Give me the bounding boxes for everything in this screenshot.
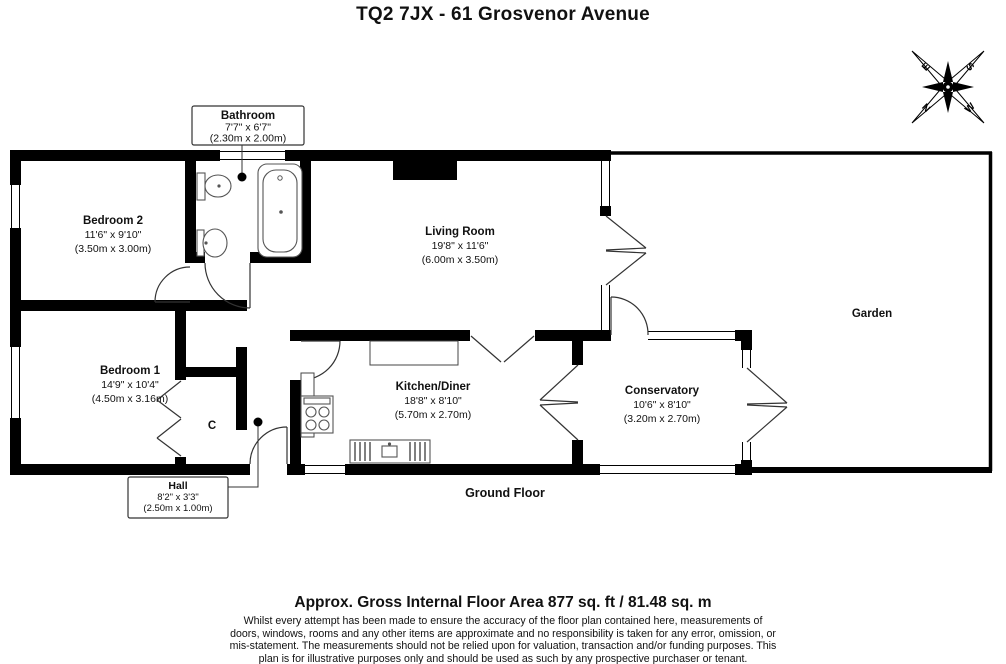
- bedroom2-window: [10, 185, 21, 228]
- bedroom1-window: [10, 347, 21, 418]
- floor-area-summary: Approx. Gross Internal Floor Area 877 sq. ft / 81.48 sq. m: [294, 594, 712, 611]
- ground-floor-label: Ground Floor: [465, 486, 545, 500]
- cooker-icon: [301, 396, 333, 433]
- conservatory-window-top: [648, 330, 735, 341]
- bathroom-dims-metric: (2.30m x 2.00m): [209, 132, 287, 145]
- living-room-dims-metric: (6.00m x 3.50m): [421, 254, 499, 266]
- living-room-french-doors: [606, 216, 646, 285]
- bathroom-dims-imperial: 7'7" x 6'7": [225, 121, 271, 134]
- bedroom2-dims-imperial: 11'6" x 9'10": [84, 229, 142, 241]
- compass-rose-icon: [912, 51, 984, 123]
- bathroom-callout-dot: [238, 173, 247, 182]
- kitchen-conservatory-french-doors: [540, 365, 578, 440]
- bedroom2-dims-metric: (3.50m x 3.00m): [74, 243, 152, 255]
- garden-label: Garden: [851, 308, 893, 320]
- kitchen-diner-label: Kitchen/Diner: [395, 381, 471, 393]
- kitchen-window: [305, 464, 345, 475]
- cupboard-label: C: [207, 420, 217, 432]
- page-title: TQ2 7JX - 61 Grosvenor Avenue: [356, 4, 650, 25]
- conservatory-window-right-upper: [741, 350, 752, 368]
- bedroom1-dims-imperial: 14'9" x 10'4": [101, 379, 159, 391]
- compass-east: E: [920, 61, 933, 74]
- living-room-label: Living Room: [425, 226, 495, 238]
- bathroom-window: [220, 150, 285, 161]
- compass-south: S: [963, 61, 976, 74]
- disclaimer-text: Whilst every attempt has been made to ensure the accuracy of the floor plan contained here, measurements of doors, windows, rooms and any other items are approximate and no responsibility is taken for any error, omission, or mis-statement. The measurements should not be relied upon for valuation, transaction and/or funding purposes. This plan is for illustrative purposes only and should be used as such by any prospective purchaser or tenant.: [229, 615, 777, 664]
- chimney-breast: [393, 161, 457, 180]
- sink-unit-icon: [350, 440, 430, 463]
- conservatory-label: Conservatory: [624, 385, 700, 397]
- sink-icon: [197, 229, 227, 257]
- hall-dims-metric: (2.50m x 1.00m): [143, 503, 213, 514]
- conservatory-dims-imperial: 10'6" x 8'10": [633, 399, 691, 411]
- garden-door: [611, 297, 648, 335]
- conservatory-window-bottom: [600, 464, 735, 475]
- conservatory-dims-metric: (3.20m x 2.70m): [623, 413, 701, 425]
- compass-north: N: [919, 101, 933, 115]
- bedroom1-dims-metric: (4.50m x 3.16m): [91, 393, 169, 405]
- kitchen-diner-dims-metric: (5.70m x 2.70m): [394, 409, 472, 421]
- hall-dims-imperial: 8'2" x 3'3": [157, 492, 199, 503]
- worktop: [370, 341, 458, 365]
- living-room-window-lower: [600, 285, 611, 330]
- conservatory-french-doors: [747, 368, 787, 442]
- bedroom2-label: Bedroom 2: [82, 215, 144, 227]
- bedroom1-label: Bedroom 1: [99, 365, 161, 377]
- front-door: [250, 427, 287, 464]
- bathroom-fixtures: [197, 164, 302, 257]
- bathtub-icon: [258, 164, 302, 257]
- living-room-window-upper: [600, 161, 611, 206]
- living-kitchen-double-doors: [471, 336, 534, 362]
- bathroom-label: Bathroom: [220, 110, 276, 122]
- kitchen-diner-dims-imperial: 18'8" x 8'10": [404, 395, 462, 407]
- hall-callout-dot: [254, 418, 263, 427]
- compass-west: W: [963, 101, 978, 116]
- conservatory-window-right-lower: [741, 442, 752, 460]
- hall-label: Hall: [168, 480, 188, 492]
- bedroom2-door: [155, 267, 190, 302]
- living-room-dims-imperial: 19'8" x 11'6": [431, 240, 489, 252]
- toilet-icon: [197, 173, 231, 200]
